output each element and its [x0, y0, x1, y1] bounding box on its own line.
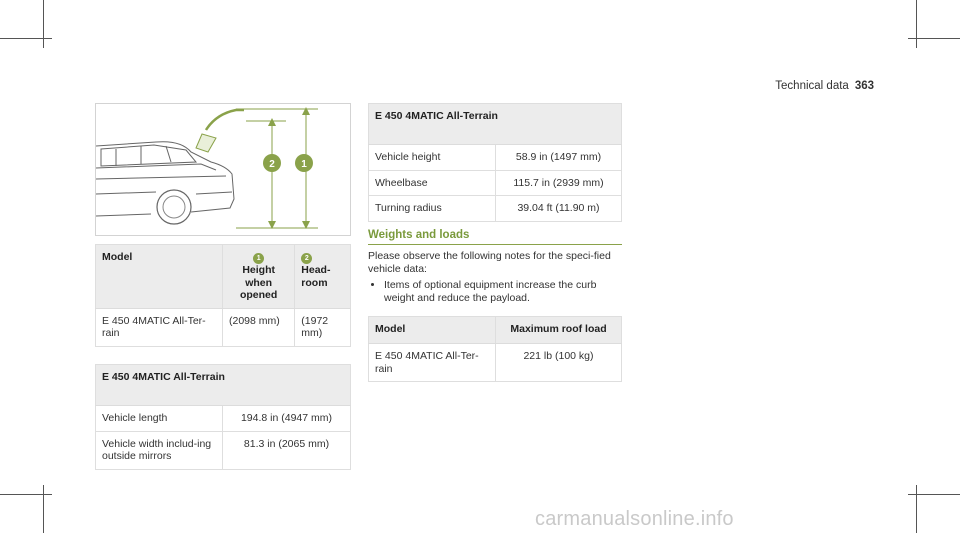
- row-roof-load: 221 lb (100 kg): [496, 344, 622, 382]
- row-height-value: (2098 mm): [223, 308, 295, 346]
- dimensions-table-2: [368, 103, 622, 222]
- table-header: E 450 4MATIC All-Terrain: [369, 104, 622, 145]
- number-1-icon: 1: [253, 253, 264, 264]
- row-value: 115.7 in (2939 mm): [496, 170, 622, 196]
- roof-load-table: [368, 316, 622, 382]
- note-list: [368, 279, 622, 305]
- weights-note: [368, 250, 622, 305]
- section-title: Weights and loads: [368, 229, 622, 245]
- table-row: [96, 406, 351, 432]
- callout-2-label: 2: [269, 159, 275, 170]
- row-value: 81.3 in (2065 mm): [223, 431, 351, 469]
- note-intro: Please observe the following notes for the speci-fied vehicle data:: [368, 250, 611, 275]
- crop-mark: [0, 494, 52, 495]
- crop-mark: [43, 0, 44, 48]
- table-row: [369, 196, 622, 222]
- crop-mark: [43, 485, 44, 533]
- row-label: Wheelbase: [369, 170, 496, 196]
- watermark: carmanualsonline.info: [535, 508, 734, 530]
- table-row: [369, 344, 622, 382]
- row-value: 58.9 in (1497 mm): [496, 145, 622, 171]
- row-value: 39.04 ft (11.90 m): [496, 196, 622, 222]
- row-label: Vehicle width includ-ing outside mirrors: [96, 431, 223, 469]
- row-value: 194.8 in (4947 mm): [223, 406, 351, 432]
- col-height-opened: [223, 245, 295, 309]
- row-model: E 450 4MATIC All-Ter-rain: [369, 344, 496, 382]
- table-header: E 450 4MATIC All-Terrain: [96, 365, 351, 406]
- page-header: [775, 80, 874, 92]
- col-headroom: [295, 245, 351, 309]
- crop-mark: [916, 485, 917, 533]
- table-row: [369, 145, 622, 171]
- table-row: [369, 170, 622, 196]
- col-headroom-label: Head-room: [301, 264, 331, 289]
- crop-mark: [916, 0, 917, 48]
- table-row: [96, 431, 351, 469]
- page-number: 363: [854, 80, 874, 92]
- car-illustration: [96, 104, 350, 235]
- row-label: Vehicle height: [369, 145, 496, 171]
- row-label: Vehicle length: [96, 406, 223, 432]
- list-item: • Items of optional equipment increase the curb weight and reduce the payload.: [384, 279, 622, 305]
- crop-mark: [0, 38, 52, 39]
- row-headroom-value: (1972 mm): [295, 308, 351, 346]
- col-model: Model: [369, 317, 496, 344]
- row-label: Turning radius: [369, 196, 496, 222]
- number-2-icon: 2: [301, 253, 312, 264]
- height-table: [95, 244, 351, 347]
- col-height-label: Height when opened: [239, 264, 278, 301]
- row-model: E 450 4MATIC All-Ter-rain: [96, 308, 223, 346]
- dimensions-table-1: [95, 364, 351, 470]
- col-model: Model: [96, 245, 223, 309]
- callout-1-label: 1: [301, 159, 307, 170]
- section-name: Technical data: [775, 80, 849, 92]
- vehicle-figure: [95, 103, 351, 236]
- col-roof-load: Maximum roof load: [496, 317, 622, 344]
